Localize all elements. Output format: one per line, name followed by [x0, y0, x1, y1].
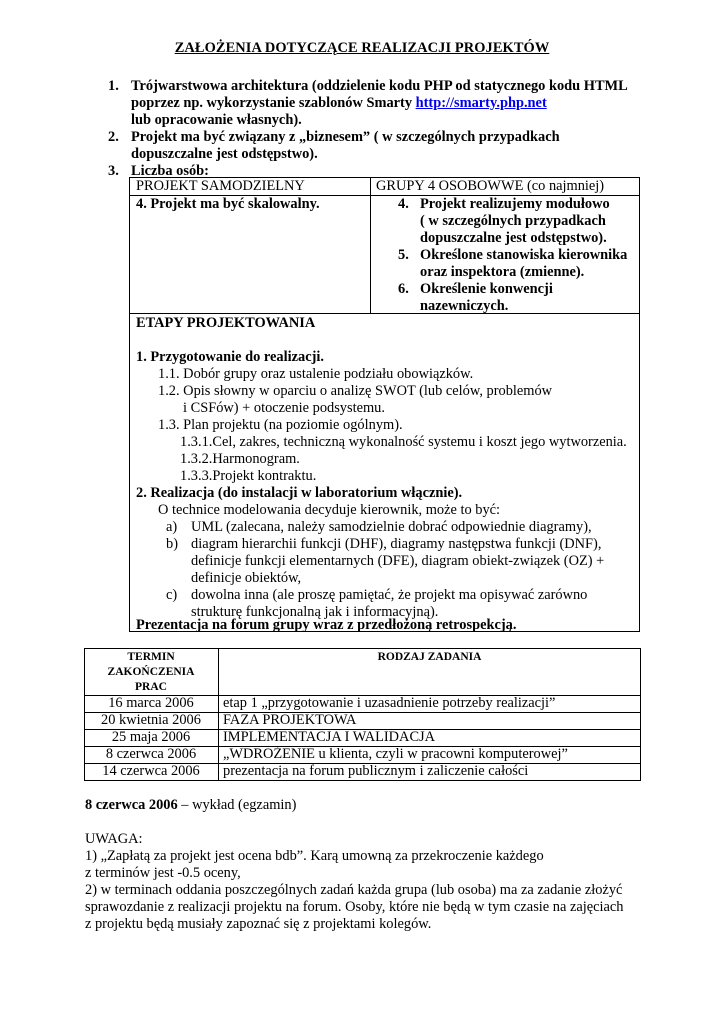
etap-1-2-line-1: 1.2. Opis słowny w oparciu o analizę SWOT (lub celów, problemów	[158, 383, 553, 399]
option-c-label: c)	[166, 587, 178, 603]
option-b-label: b)	[166, 536, 178, 552]
option-b-line-1: diagram hierarchii funkcji (DHF), diagramy następstwa funkcji (DNF),	[191, 536, 602, 552]
schedule-header-zadanie: RODZAJ ZADANIA	[377, 651, 482, 663]
etap-1-2-line-2: i CSFów) + otoczenie podsystemu.	[183, 400, 385, 416]
schedule-date-5: 14 czerwca 2006	[102, 763, 200, 779]
option-b-line-2: definicje funkcji elementarnych (DFE), diagram obiekt-związek (OZ) +	[191, 553, 605, 569]
schedule-date-4: 8 czerwca 2006	[105, 746, 197, 762]
grupy-item-6-num: 6.	[398, 281, 409, 297]
schedule-header-termin-1: TERMIN	[127, 651, 175, 663]
table-divider-vertical	[370, 178, 371, 313]
prezentacja-line: Prezentacja na forum grupy wraz z przedłożoną retrospekcją.	[136, 617, 517, 633]
uwaga-line-4: sprawozdanie z realizacji projektu na forum. Osoby, które nie będą w tym czasie na zajęciach	[85, 899, 624, 915]
etap-1-3-3: 1.3.3.Projekt kontraktu.	[180, 468, 317, 484]
schedule-date-2: 20 kwietnia 2006	[101, 712, 201, 728]
item-1-line-1: Trójwarstwowa architektura (oddzielenie kodu PHP od statycznego kodu HTML	[131, 78, 628, 94]
list-number-2: 2.	[108, 129, 119, 145]
list-number-3: 3.	[108, 163, 119, 179]
option-b-line-3: definicje obiektów,	[191, 570, 302, 586]
grupy-item-6-line-1: Określenie konwencji	[420, 281, 553, 297]
schedule-task-2: FAZA PROJEKTOWA	[223, 712, 357, 728]
grupy-item-5-num: 5.	[398, 247, 409, 263]
item-1-line-3: lub opracowanie własnych).	[131, 112, 302, 128]
option-a-label: a)	[166, 519, 178, 535]
item-2-line-1: Projekt ma być związany z „biznesem” ( w szczególnych przypadkach	[131, 129, 560, 145]
option-c-line-1: dowolna inna (ale proszę pamiętać, że projekt ma opisywać zarówno	[191, 587, 588, 603]
uwaga-title: UWAGA:	[85, 831, 143, 847]
grupy-item-4-line-2: ( w szczególnych przypadkach	[420, 213, 606, 229]
samodzielny-body: 4. Projekt ma być skalowalny.	[136, 196, 320, 212]
schedule-date-3: 25 maja 2006	[111, 729, 191, 745]
uwaga-line-3: 2) w terminach oddania poszczególnych zadań każda grupa (lub osoba) ma za zadanie złożyć	[85, 882, 623, 898]
item-1-line-2-text: poprzez np. wykorzystanie szablonów Smarty	[131, 95, 416, 111]
schedule-task-1: etap 1 „przygotowanie i uzasadnienie potrzeby realizacji”	[223, 695, 556, 711]
lecture-text: – wykład (egzamin)	[177, 797, 297, 813]
etap-2: 2. Realizacja (do instalacji w laboratorium włącznie).	[136, 485, 463, 501]
grupy-item-5-line-2: oraz inspektora (zmienne).	[420, 264, 585, 280]
option-a-text: UML (zalecana, należy samodzielnie dobrać odpowiednie diagramy),	[191, 519, 592, 535]
item-1-line-2	[131, 95, 547, 112]
schedule-header-termin-2: ZAKOŃCZENIA	[107, 666, 195, 678]
lecture-line	[85, 797, 296, 814]
list-number-1: 1.	[108, 78, 119, 94]
etap-1-3-1: 1.3.1.Cel, zakres, techniczną wykonalność systemu i koszt jego wytworzenia.	[180, 434, 627, 450]
etap-1: 1. Przygotowanie do realizacji.	[136, 349, 324, 365]
page-title: ZAŁOŻENIA DOTYCZĄCE REALIZACJI PROJEKTÓW	[174, 40, 550, 56]
etap-1-3-2: 1.3.2.Harmonogram.	[180, 451, 300, 467]
schedule-date-1: 16 marca 2006	[108, 695, 194, 711]
uwaga-line-1: 1) „Zapłatą za projekt jest ocena bdb”. Karą umowną za przekroczenie każdego	[85, 848, 544, 864]
schedule-divider-vertical	[218, 649, 219, 780]
grupy-item-4-line-1: Projekt realizujemy modułowo	[420, 196, 610, 212]
uwaga-line-2: z terminów jest -0.5 oceny,	[85, 865, 241, 881]
item-2-line-2: dopuszczalne jest odstępstwo).	[131, 146, 318, 162]
etapy-title: ETAPY PROJEKTOWANIA	[136, 315, 316, 331]
grupy-item-4-line-3: dopuszczalne jest odstępstwo).	[420, 230, 607, 246]
schedule-task-3: IMPLEMENTACJA I WALIDACJA	[223, 729, 436, 745]
grupy-item-5-line-1: Określone stanowiska kierownika	[420, 247, 628, 263]
grupy-item-6-line-2: nazewniczych.	[420, 298, 509, 314]
header-samodzielny: PROJEKT SAMODZIELNY	[136, 178, 305, 194]
smarty-link[interactable]: http://smarty.php.net	[415, 95, 547, 111]
item-3-line-1: Liczba osób:	[131, 163, 209, 179]
uwaga-line-5: z projektu będą musiały zapoznać się z projektami kolegów.	[85, 916, 432, 932]
schedule-task-5: prezentacja na forum publicznym i zaliczenie całości	[223, 763, 529, 779]
table-divider-body	[130, 313, 639, 314]
grupy-item-4-num: 4.	[398, 196, 409, 212]
header-grupy: GRUPY 4 OSOBOWWE (co najmniej)	[376, 178, 605, 194]
etap-1-3: 1.3. Plan projektu (na poziomie ogólnym).	[158, 417, 403, 433]
etap-2-intro: O technice modelowania decyduje kierownik, może to być:	[158, 502, 501, 518]
option-c-line-2: strukturę funkcjonalną jak i informacyjną).	[191, 604, 439, 620]
etap-1-1: 1.1. Dobór grupy oraz ustalenie podziału obowiązków.	[158, 366, 474, 382]
schedule-task-4: „WDROŻENIE u klienta, czyli w pracowni komputerowej”	[223, 746, 568, 762]
lecture-date: 8 czerwca 2006	[85, 797, 178, 813]
schedule-header-termin-3: PRAC	[135, 681, 167, 693]
